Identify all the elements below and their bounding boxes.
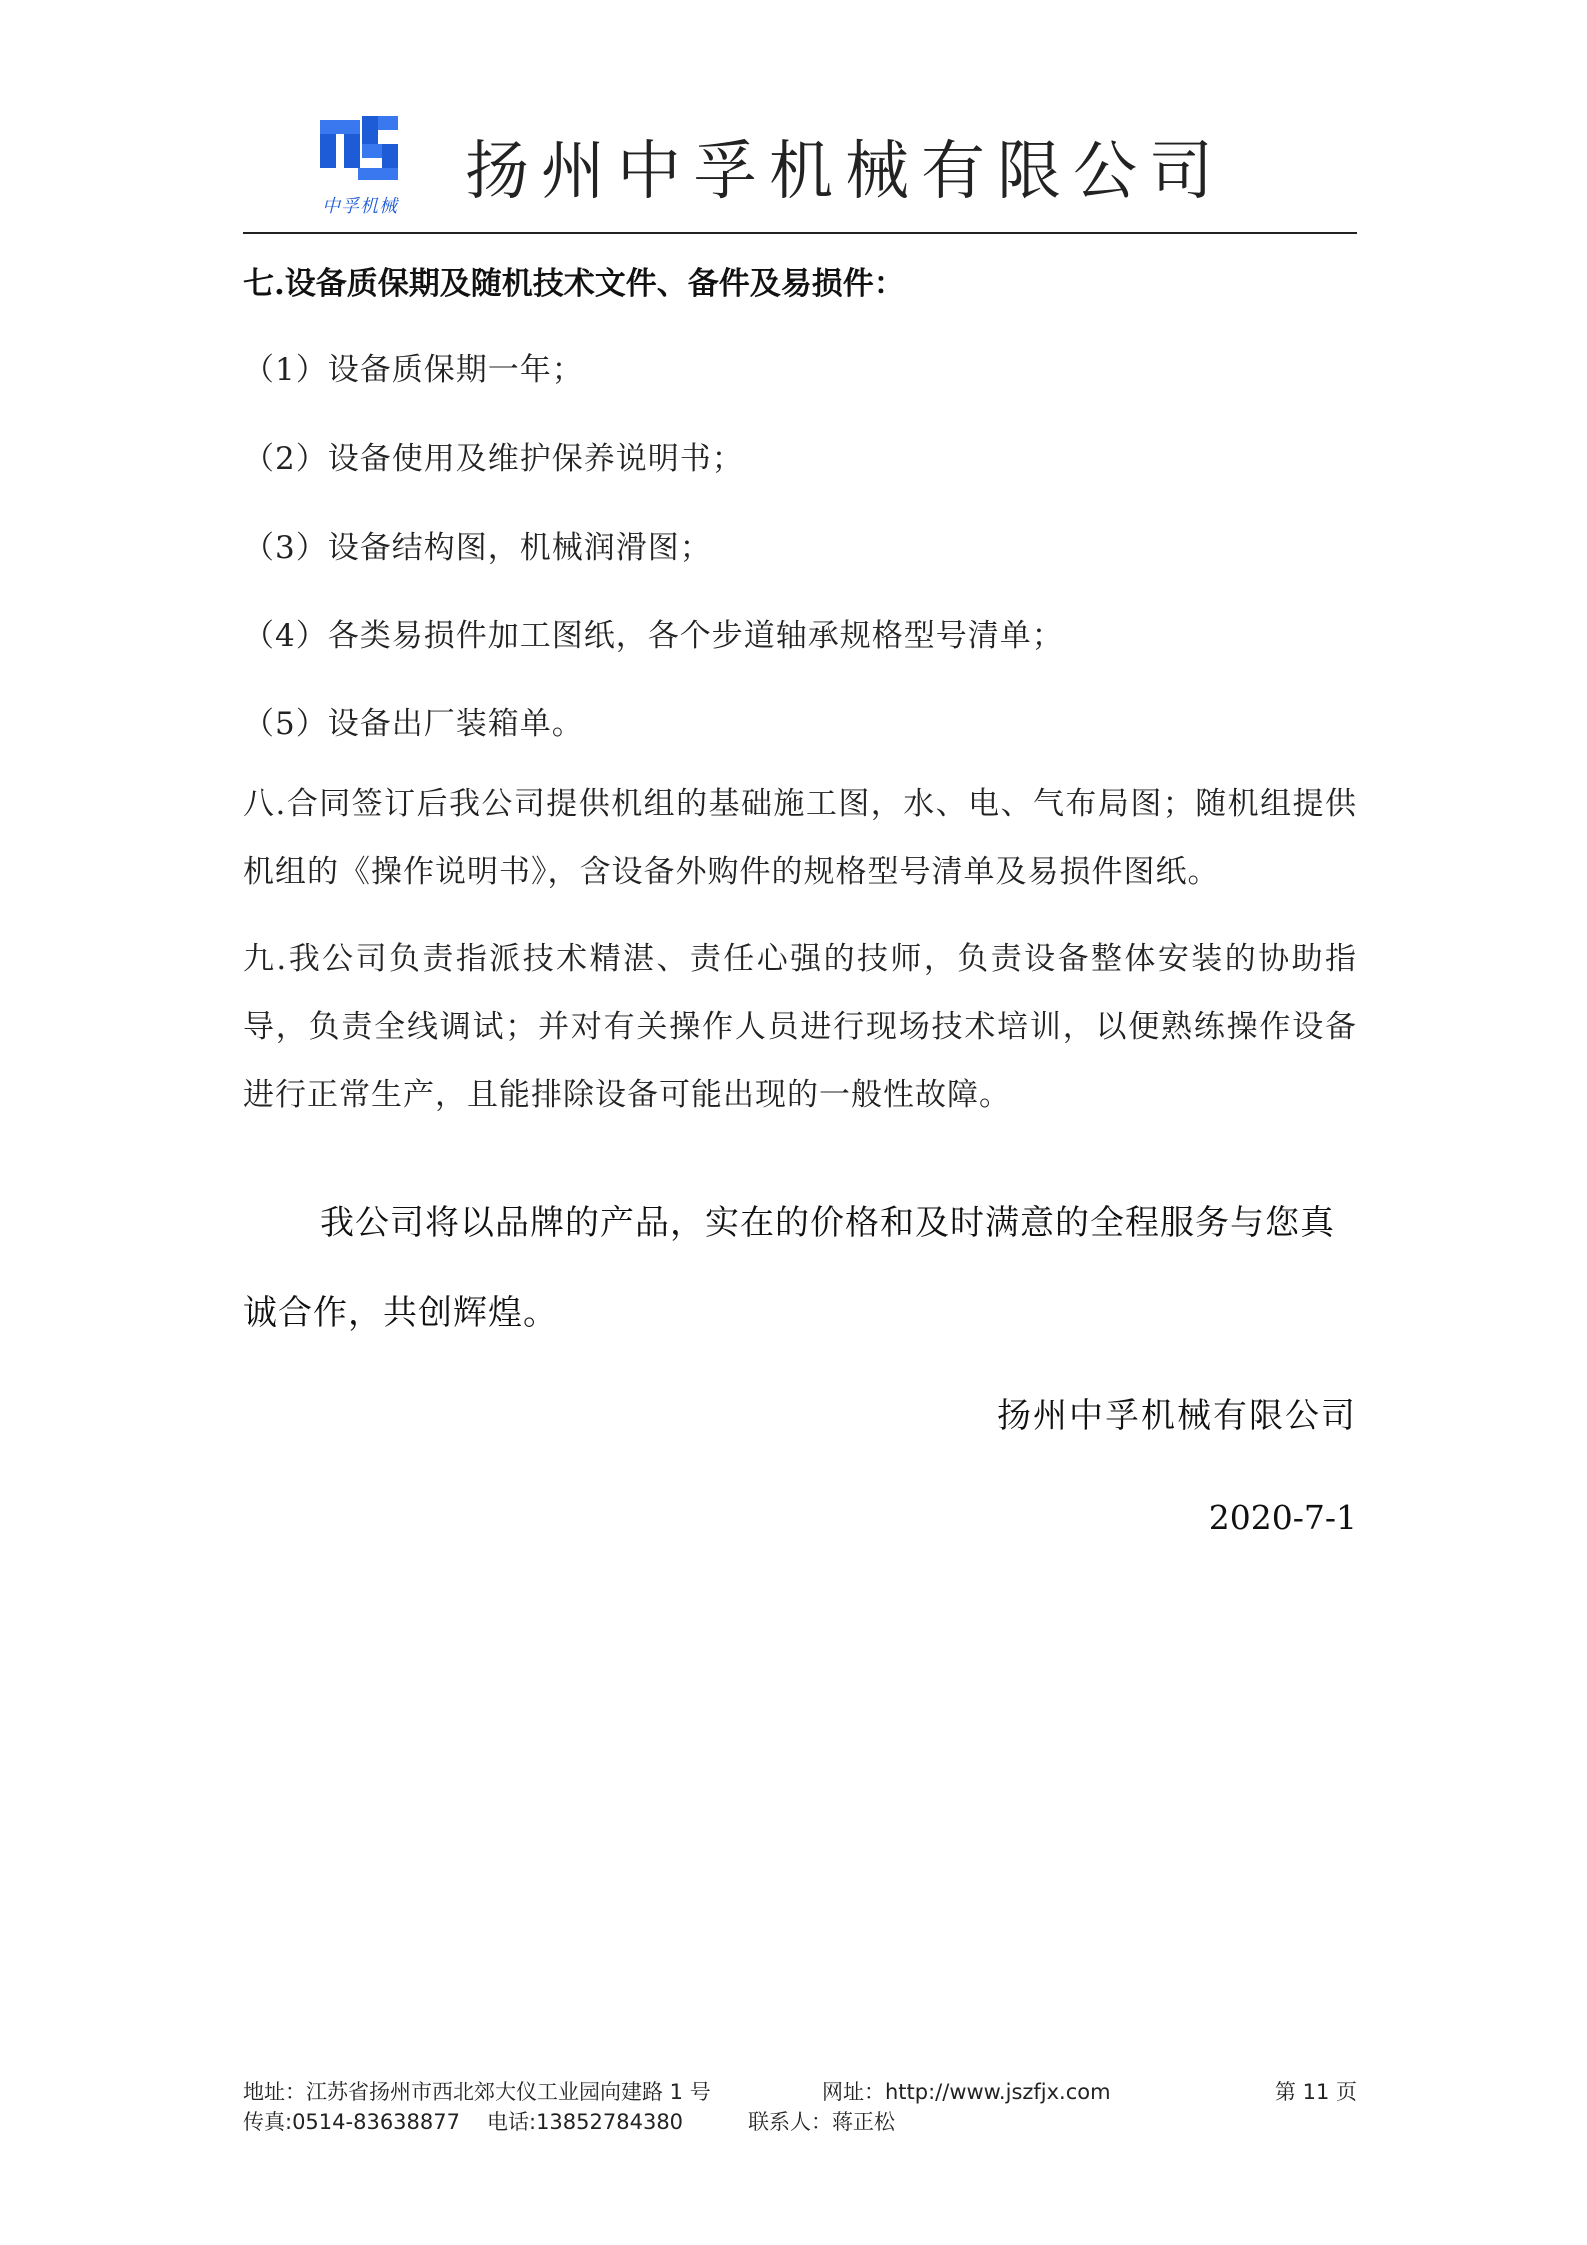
- signature-company: 扬州中孚机械有限公司: [997, 1396, 1357, 1436]
- footer-page-number: 第 11 页: [1274, 2080, 1357, 2104]
- footer-contact: 联系人：蒋正松: [748, 2110, 895, 2134]
- signature-date: 2020-7-1: [1208, 1498, 1357, 1537]
- section-eight-paragraph: 八.合同签订后我公司提供机组的基础施工图，水、电、气布局图；随机组提供机组的《操作说明书》，含设备外购件的规格型号清单及易损件图纸。: [243, 786, 1357, 890]
- list-item: （4）各类易损件加工图纸，各个步道轴承规格型号清单；: [243, 618, 1064, 654]
- section-seven-heading: 七.设备质保期及随机技术文件、备件及易损件：: [243, 266, 905, 302]
- list-item: （3）设备结构图，机械润滑图；: [243, 530, 712, 566]
- footer-address: 地址：江苏省扬州市西北郊大仪工业园向建路 1 号: [243, 2080, 711, 2104]
- section-nine-paragraph: 九.我公司负责指派技术精湛、责任心强的技师，负责设备整体安装的协助指导，负责全线调试；并对有关操作人员进行现场技术培训，以便熟练操作设备进行正常生产，且能排除设备可能出现的一般性故障。: [243, 941, 1357, 1113]
- footer-website[interactable]: 网址：http://www.jszfjx.com: [822, 2080, 1111, 2104]
- header-company-name: 扬州中孚机械有限公司: [465, 135, 1225, 209]
- closing-paragraph: 我公司将以品牌的产品，实在的价格和及时满意的全程服务与您真诚合作，共创辉煌。: [243, 1203, 1335, 1333]
- footer-fax: 传真:0514-83638877: [243, 2110, 460, 2134]
- list-item: （2）设备使用及维护保养说明书；: [243, 441, 744, 477]
- company-logo-icon: [300, 112, 420, 192]
- logo-caption: 中孚机械: [322, 196, 398, 217]
- header-divider: [243, 232, 1357, 234]
- footer-phone: 电话:13852784380: [487, 2110, 684, 2134]
- list-item: （5）设备出厂装箱单。: [243, 706, 584, 742]
- list-item: （1）设备质保期一年；: [243, 352, 584, 388]
